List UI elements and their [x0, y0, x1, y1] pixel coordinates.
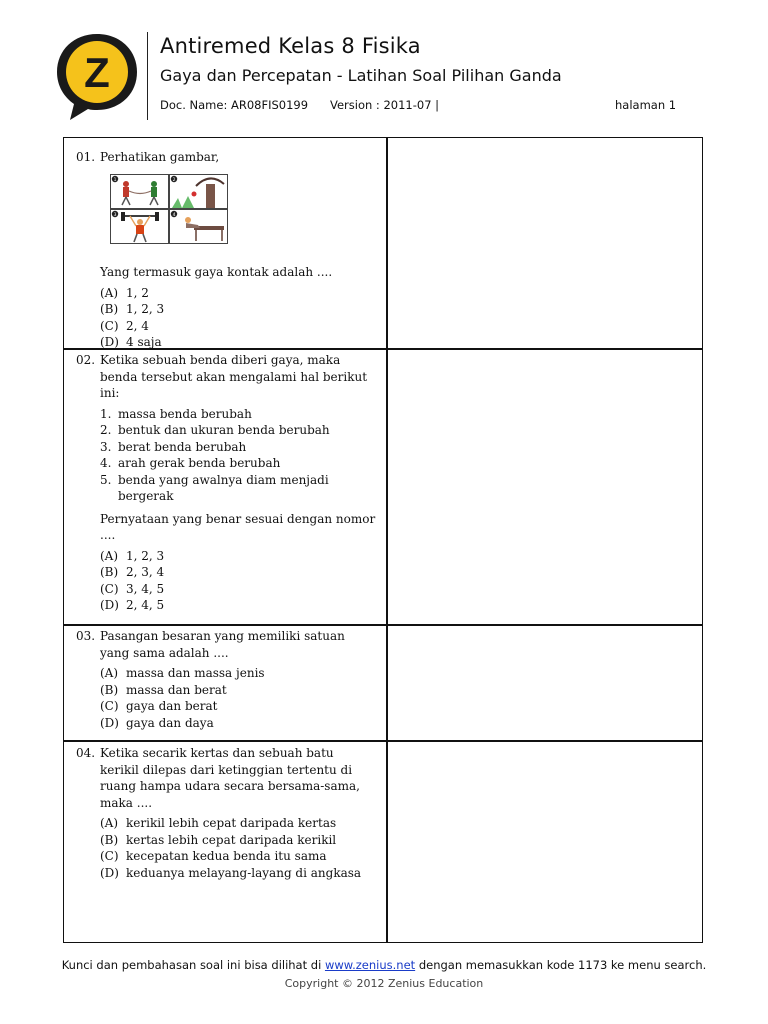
option-b[interactable]: (B) massa dan berat: [100, 682, 227, 697]
option-list: [100, 285, 376, 351]
option-key: (B): [100, 302, 119, 316]
question-02: [76, 352, 376, 614]
option-key: (C): [100, 318, 119, 333]
option-c[interactable]: [100, 318, 376, 335]
row-divider: [64, 740, 702, 742]
header-divider: [147, 32, 148, 120]
figure-label-3: 3: [113, 212, 117, 218]
option-d[interactable]: (D) 2, 4, 5: [100, 598, 165, 612]
question-03: [76, 628, 376, 731]
doc-name: Doc. Name: AR08FIS0199: [160, 98, 309, 112]
footer-text-after: dengan memasukkan kode 1173 ke menu search.: [415, 958, 707, 972]
option-text: 1, 2, 3: [126, 302, 165, 316]
footer-note: [0, 958, 768, 972]
question-table: [63, 137, 703, 943]
option-b[interactable]: (B) kertas lebih cepat daripada kerikil: [100, 832, 337, 847]
question-stem: Ketika sebuah benda diberi gaya, maka benda tersebut akan mengalami hal berikut ini:: [100, 353, 368, 400]
option-key: (A): [100, 285, 119, 300]
question-prompt: Yang termasuk gaya kontak adalah ....: [100, 265, 333, 279]
copyright: Copyright © 2012 Zenius Education: [284, 977, 484, 990]
question-stem: Ketika secarik kertas dan sebuah batu kerikil dilepas dari ketinggian tertentu di ruang hampa udara secara bersama-sama, maka ....: [100, 746, 360, 810]
page-number: halaman 1: [615, 98, 677, 112]
option-d[interactable]: [100, 334, 376, 351]
option-text: 1, 2: [126, 285, 149, 300]
zenius-link[interactable]: www.zenius.net: [324, 958, 416, 972]
footer-text-before: Kunci dan pembahasan soal ini bisa dilihat di: [61, 958, 325, 972]
option-text: 4 saja: [126, 335, 162, 349]
option-list: [100, 815, 376, 881]
option-d[interactable]: (D) gaya dan daya: [100, 715, 214, 730]
logo-letter: Z: [84, 49, 110, 96]
option-a[interactable]: (A) kerikil lebih cepat daripada kertas: [100, 816, 337, 830]
question-number: 01.: [76, 150, 96, 164]
list-item: 1. massa benda berubah: [100, 406, 252, 421]
option-key: (D): [100, 335, 119, 349]
option-b[interactable]: (B) 2, 3, 4: [100, 565, 165, 579]
contact-force-figure: [110, 174, 228, 244]
column-divider: [386, 138, 388, 942]
list-item: 4. arah gerak benda berubah: [100, 456, 281, 470]
question-number: 02.: [76, 353, 96, 367]
option-list: [100, 548, 376, 614]
option-a[interactable]: [100, 285, 376, 302]
option-d[interactable]: (D) keduanya melayang-layang di angkasa: [100, 865, 362, 880]
option-text: 2, 4: [126, 318, 149, 333]
question-stem: Perhatikan gambar,: [100, 150, 220, 164]
option-a[interactable]: (A) 1, 2, 3: [100, 548, 165, 563]
question-number: 03.: [76, 629, 96, 643]
row-divider: [64, 624, 702, 626]
figure-label-2: 2: [172, 177, 176, 183]
figure-label-1: 1: [113, 177, 117, 183]
option-b[interactable]: [100, 301, 376, 318]
list-item: 2. bentuk dan ukuran benda berubah: [100, 423, 330, 437]
list-item: 3. berat benda berubah: [100, 439, 247, 454]
option-a[interactable]: (A) massa dan massa jenis: [100, 666, 265, 680]
statement-list: [100, 406, 376, 505]
figure-label-4: 4: [172, 212, 176, 218]
list-item: 5. benda yang awalnya diam menjadi bergerak: [100, 472, 329, 503]
option-list: [100, 665, 376, 731]
question-04: [76, 745, 376, 881]
question-prompt: Pernyataan yang benar sesuai dengan nomor ....: [100, 511, 376, 542]
option-c[interactable]: (C) kecepatan kedua benda itu sama: [100, 849, 327, 863]
doc-subtitle: Gaya dan Percepatan - Latihan Soal Pilihan Ganda: [160, 66, 562, 85]
question-number: 04.: [76, 746, 96, 760]
question-01: [76, 149, 376, 351]
doc-version: Version : 2011-07 |: [329, 98, 440, 112]
question-stem: Pasangan besaran yang memiliki satuan yang sama adalah ....: [100, 629, 345, 660]
option-c[interactable]: (C) 3, 4, 5: [100, 581, 165, 596]
doc-meta: [160, 98, 439, 112]
option-c[interactable]: (C) gaya dan berat: [100, 699, 218, 713]
zenius-logo: [52, 30, 142, 122]
doc-title: Antiremed Kelas 8 Fisika: [160, 34, 421, 58]
